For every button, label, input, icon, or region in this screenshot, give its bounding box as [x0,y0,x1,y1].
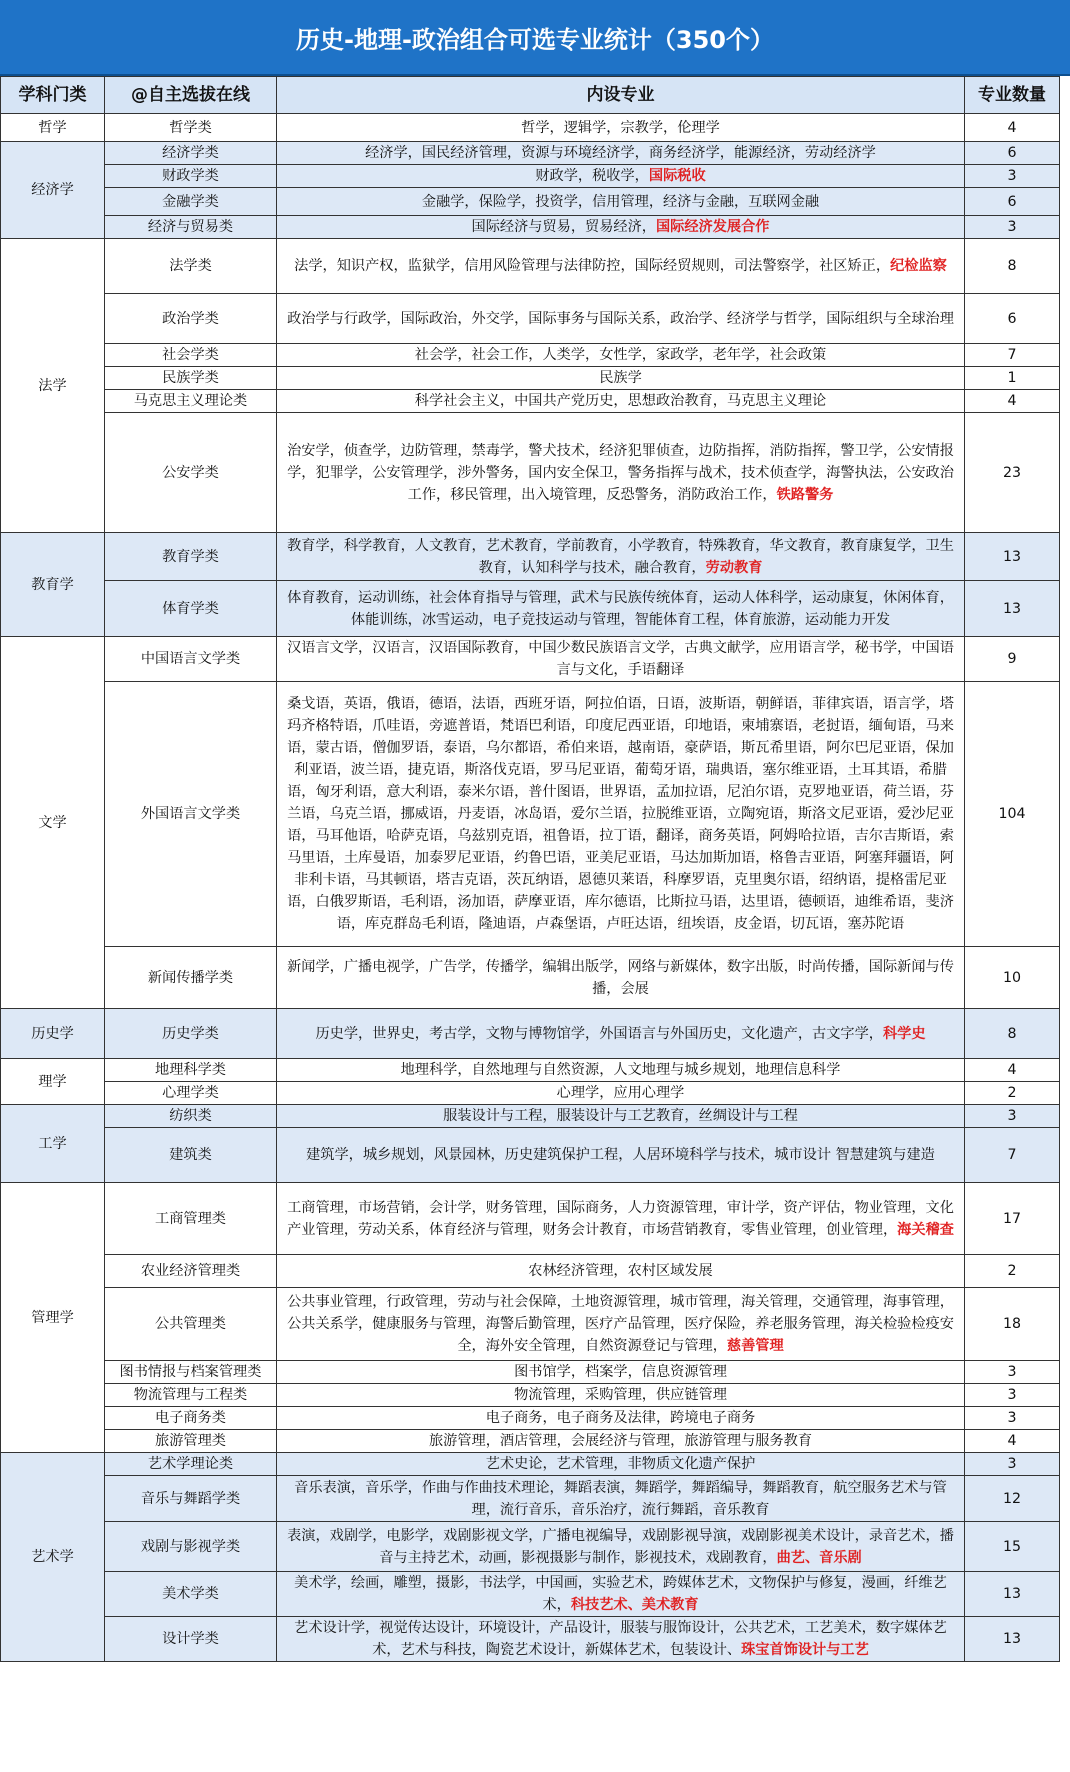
majors-cell [277,216,965,239]
table-row [1,1384,1060,1407]
majors-text: 经济学，国民经济管理，资源与环境经济学，商务经济学，能源经济，劳动经济学 [365,145,876,161]
table-row [1,1183,1060,1255]
majors-cell [277,1059,965,1082]
majors-cell [277,1617,965,1662]
subcategory-cell: 美术学类 [105,1572,277,1617]
majors-cell [277,1082,965,1105]
majors-cell [277,188,965,216]
table-row [1,294,1060,344]
category-cell: 教育学 [1,533,105,637]
page-title [0,0,1070,76]
count-cell: 8 [965,1009,1060,1059]
highlighted-major: 珠宝首饰设计与工艺 [741,1642,869,1658]
table-row [1,637,1060,682]
highlighted-major: 曲艺、音乐剧 [776,1549,862,1566]
count-cell: 1 [965,367,1060,390]
table-row [1,1288,1060,1361]
count-cell: 13 [965,581,1060,637]
header-majors: 内设专业 [277,77,965,114]
table-row [1,581,1060,637]
subcategory-cell: 公共管理类 [105,1288,277,1361]
count-cell: 4 [965,1059,1060,1082]
count-cell: 3 [965,1407,1060,1430]
majors-text: 哲学，逻辑学，宗教学，伦理学 [521,119,720,136]
subcategory-cell: 金融学类 [105,188,277,216]
table-row [1,142,1060,165]
subcategory-cell: 公安学类 [105,413,277,533]
table-row [1,344,1060,367]
majors-cell [277,1361,965,1384]
count-cell: 6 [965,188,1060,216]
subcategory-cell: 新闻传播学类 [105,947,277,1009]
majors-cell [277,947,965,1009]
majors-text: 艺术设计学，视觉传达设计，环境设计，产品设计，服装与服饰设计，公共艺术，工艺美术，数字媒体艺术，艺术与科技，陶瓷艺术设计，新媒体艺术，包装设计、 [294,1620,947,1658]
highlighted-major: 国际税收 [648,168,706,184]
subcategory-cell: 体育学类 [105,581,277,637]
subcategory-cell: 电子商务类 [105,1407,277,1430]
count-cell: 3 [965,165,1060,188]
table-row [1,1430,1060,1453]
count-cell: 4 [965,1430,1060,1453]
header-count: 专业数量 [965,77,1060,114]
highlighted-major: 科学史 [882,1025,926,1042]
subcategory-cell: 心理学类 [105,1082,277,1105]
table-row [1,413,1060,533]
majors-cell [277,367,965,390]
subcategory-cell: 农业经济管理类 [105,1255,277,1288]
table-row [1,1361,1060,1384]
majors-table [0,76,1060,1662]
highlighted-major: 慈善管理 [726,1338,784,1354]
table-row [1,1476,1060,1522]
majors-text: 国际经济与贸易，贸易经济， [471,219,656,235]
majors-text: 桑戈语，英语，俄语，德语，法语，西班牙语，阿拉伯语，日语，波斯语，朝鲜语，菲律宾语，语言学，塔玛齐格特语，爪哇语，旁遮普语，梵语巴利语，印度尼西亚语，印地语，柬埔寨语，老挝语，缅甸语，马来语，蒙古语，僧伽罗语，泰语，乌尔都语，希伯来语，越南语，豪萨语，斯瓦希里语，阿尔巴尼亚语，保加利亚语，波兰语，捷克语，斯洛伐克语，罗马尼亚语，葡萄牙语，瑞典语，塞尔维亚语，土耳其语，希腊语，匈牙利语，意大利语，泰米尔语，普什图语，世界语，孟加拉语，尼泊尔语，克罗地亚语，荷兰语，芬兰语，乌克兰语，挪威语，丹麦语，冰岛语，爱尔兰语，拉脱维亚语，立陶宛语，斯洛文尼亚语，爱沙尼亚语，马耳他语，哈萨克语，乌兹别克语，祖鲁语，拉丁语，翻译，商务英语，阿姆哈拉语，吉尔吉斯语，索马里语，土库曼语，加泰罗尼亚语，约鲁巴语，亚美尼亚语，马达加斯加语，格鲁吉亚语，阿塞拜疆语，阿非利卡语，马其顿语，塔吉克语，茨瓦纳语，恩德贝莱语，科摩罗语，克里奥尔语，绍纳语，提格雷尼亚语，白俄罗斯语，毛利语，汤加语，萨摩亚语，库尔德语，比斯拉马语，达里语，德顿语，迪维希语，斐济语，库克群岛毛利语，隆迪语，卢森堡语，卢旺达语，纽埃语，皮金语，切瓦语，塞苏陀语 [287,696,954,932]
subcategory-cell: 旅游管理类 [105,1430,277,1453]
majors-cell [277,637,965,682]
subcategory-cell: 物流管理与工程类 [105,1384,277,1407]
subcategory-cell: 纺织类 [105,1105,277,1128]
category-cell: 哲学 [1,114,105,142]
majors-text: 政治学与行政学，国际政治，外交学，国际事务与国际关系，政治学、经济学与哲学，国际组织与全球治理 [287,310,954,327]
table-row [1,188,1060,216]
majors-text: 美术学，绘画，雕塑，摄影，书法学，中国画，实验艺术，跨媒体艺术，文物保护与修复，漫画，纤维艺术， [294,1575,947,1613]
majors-text: 法学，知识产权，监狱学，信用风险管理与法律防控，国际经贸规则，司法警察学，社区矫正， [294,258,891,274]
count-cell: 6 [965,294,1060,344]
count-cell: 8 [965,239,1060,294]
page-title-text: 历史-地理-政治组合可选专业统计（350个） [295,25,775,54]
subcategory-cell: 马克思主义理论类 [105,390,277,413]
subcategory-cell: 民族学类 [105,367,277,390]
count-cell: 13 [965,533,1060,581]
category-cell: 经济学 [1,142,105,239]
category-cell: 历史学 [1,1009,105,1059]
majors-cell [277,1288,965,1361]
majors-text: 民族学 [599,370,642,386]
majors-text: 教育学，科学教育，人文教育，艺术教育，学前教育，小学教育，特殊教育，华文教育，教育康复学，卫生教育，认知科学与技术，融合教育， [287,537,954,576]
highlighted-major: 劳动教育 [705,559,763,576]
subcategory-cell: 图书情报与档案管理类 [105,1361,277,1384]
table-row [1,1407,1060,1430]
subcategory-cell: 设计学类 [105,1617,277,1662]
count-cell: 4 [965,114,1060,142]
majors-cell [277,294,965,344]
majors-cell [277,165,965,188]
table-row [1,1617,1060,1662]
majors-text: 心理学，应用心理学 [556,1085,685,1101]
table-row [1,1105,1060,1128]
table-row [1,533,1060,581]
majors-text: 图书馆学，档案学，信息资源管理 [514,1364,727,1380]
table-row [1,1009,1060,1059]
majors-cell [277,390,965,413]
highlighted-major: 海关稽查 [897,1221,954,1238]
table-row [1,1453,1060,1476]
table-row [1,367,1060,390]
highlighted-major: 国际经济发展合作 [655,219,770,235]
majors-text: 电子商务，电子商务及法律，跨境电子商务 [485,1410,756,1426]
subcategory-cell: 法学类 [105,239,277,294]
subcategory-cell: 财政学类 [105,165,277,188]
header-subcategory: @自主选拔在线 [105,77,277,114]
subcategory-cell: 历史学类 [105,1009,277,1059]
table-row [1,165,1060,188]
majors-text: 工商管理，市场营销，会计学，财务管理，国际商务，人力资源管理，审计学，资产评估，物业管理，文化产业管理，劳动关系，体育经济与管理，财务会计教育，市场营销教育，零售业管理，创业管理， [287,1199,954,1238]
category-cell: 管理学 [1,1183,105,1453]
majors-cell [277,239,965,294]
majors-cell [277,114,965,142]
table-row [1,114,1060,142]
majors-text: 新闻学，广播电视学，广告学，传播学，编辑出版学，网络与新媒体，数字出版，时尚传播，国际新闻与传播，会展 [287,958,954,997]
table-row [1,390,1060,413]
majors-cell [277,142,965,165]
majors-text: 建筑学，城乡规划，风景园林，历史建筑保护工程，人居环境科学与技术，城市设计 智慧建筑与建造 [306,1147,935,1163]
count-cell: 3 [965,1453,1060,1476]
subcategory-cell: 经济与贸易类 [105,216,277,239]
table-row [1,947,1060,1009]
majors-text: 地理科学，自然地理与自然资源，人文地理与城乡规划，地理信息科学 [400,1062,841,1078]
table-row [1,1522,1060,1572]
category-cell: 工学 [1,1105,105,1183]
subcategory-cell: 外国语言文学类 [105,682,277,947]
majors-cell [277,1009,965,1059]
table-header-row [1,77,1060,114]
majors-text: 艺术史论，艺术管理，非物质文化遗产保护 [485,1456,756,1472]
count-cell: 12 [965,1476,1060,1522]
majors-text: 汉语言文学，汉语言，汉语国际教育，中国少数民族语言文学，古典文献学，应用语言学，秘书学，中国语言与文化，手语翻译 [287,640,954,678]
majors-cell [277,1105,965,1128]
majors-text: 旅游管理，酒店管理，会展经济与管理，旅游管理与服务教育 [428,1433,813,1449]
majors-text: 治安学，侦查学，边防管理，禁毒学，警犬技术，经济犯罪侦查，边防指挥，消防指挥，警卫学，公安情报学，犯罪学，公安管理学，涉外警务，国内安全保卫，警务指挥与战术，技术侦查学，海警执法，公安政治工作，移民管理，出入境管理，反恐警务，消防政治工作， [287,442,954,503]
subcategory-cell: 经济学类 [105,142,277,165]
majors-text: 表演，戏剧学，电影学，戏剧影视文学，广播电视编导，戏剧影视导演，戏剧影视美术设计，录音艺术，播音与主持艺术，动画，影视摄影与制作，影视技术，戏剧教育， [287,1527,954,1566]
count-cell: 23 [965,413,1060,533]
count-cell: 3 [965,1361,1060,1384]
table-row [1,1255,1060,1288]
majors-cell [277,581,965,637]
majors-cell [277,682,965,947]
highlighted-major: 科技艺术、美术教育 [570,1597,699,1613]
header-category: 学科门类 [1,77,105,114]
subcategory-cell: 哲学类 [105,114,277,142]
majors-cell [277,1476,965,1522]
count-cell: 4 [965,390,1060,413]
table-row [1,1128,1060,1183]
table-row [1,1082,1060,1105]
majors-cell [277,1453,965,1476]
majors-text: 物流管理，采购管理，供应链管理 [514,1387,727,1403]
majors-text: 公共事业管理，行政管理，劳动与社会保障，土地资源管理，城市管理，海关管理，交通管理，海事管理，公共关系学，健康服务与管理，海警后勤管理，医疗产品管理，医疗保险，养老服务管理，海关检验检疫安全，海外安全管理，自然资源登记与管理， [287,1294,954,1354]
majors-cell [277,1522,965,1572]
highlighted-major: 铁路警务 [776,486,834,503]
category-cell: 文学 [1,637,105,1009]
majors-text: 金融学，保险学，投资学，信用管理，经济与金融，互联网金融 [421,193,820,210]
majors-cell [277,1384,965,1407]
subcategory-cell: 建筑类 [105,1128,277,1183]
majors-cell [277,1255,965,1288]
count-cell: 104 [965,682,1060,947]
count-cell: 9 [965,637,1060,682]
majors-cell [277,1407,965,1430]
subcategory-cell: 艺术学理论类 [105,1453,277,1476]
count-cell: 7 [965,344,1060,367]
majors-text: 科学社会主义，中国共产党历史，思想政治教育，马克思主义理论 [414,393,827,409]
count-cell: 18 [965,1288,1060,1361]
count-cell: 2 [965,1082,1060,1105]
count-cell: 3 [965,1105,1060,1128]
subcategory-cell: 工商管理类 [105,1183,277,1255]
category-cell: 理学 [1,1059,105,1105]
majors-cell [277,533,965,581]
count-cell: 7 [965,1128,1060,1183]
count-cell: 13 [965,1617,1060,1662]
subcategory-cell: 社会学类 [105,344,277,367]
subcategory-cell: 中国语言文学类 [105,637,277,682]
count-cell: 15 [965,1522,1060,1572]
majors-cell [277,1183,965,1255]
majors-cell [277,1572,965,1617]
table-row [1,216,1060,239]
majors-text: 农林经济管理，农村区域发展 [528,1263,713,1279]
count-cell: 6 [965,142,1060,165]
majors-text: 服装设计与工程，服装设计与工艺教育，丝绸设计与工程 [443,1108,798,1124]
subcategory-cell: 音乐与舞蹈学类 [105,1476,277,1522]
subcategory-cell: 政治学类 [105,294,277,344]
table-row [1,1059,1060,1082]
category-cell: 法学 [1,239,105,533]
category-cell: 艺术学 [1,1453,105,1662]
majors-text: 社会学，社会工作，人类学，女性学，家政学，老年学，社会政策 [414,347,827,363]
subcategory-cell: 教育学类 [105,533,277,581]
count-cell: 17 [965,1183,1060,1255]
table-body [1,114,1060,1662]
majors-text: 音乐表演，音乐学，作曲与作曲技术理论，舞蹈表演，舞蹈学，舞蹈编导，舞蹈教育，航空服务艺术与管理，流行音乐，音乐治疗，流行舞蹈，音乐教育 [294,1479,947,1518]
majors-text: 历史学，世界史，考古学，文物与博物馆学，外国语言与外国历史，文化遗产，古文字学， [315,1025,883,1042]
subcategory-cell: 戏剧与影视学类 [105,1522,277,1572]
majors-cell [277,344,965,367]
count-cell: 3 [965,216,1060,239]
majors-cell [277,1128,965,1183]
majors-text: 体育教育，运动训练，社会体育指导与管理，武术与民族传统体育，运动人体科学，运动康复，休闲体育，体能训练，冰雪运动，电子竞技运动与管理，智能体育工程，体育旅游，运动能力开发 [287,589,954,628]
count-cell: 13 [965,1572,1060,1617]
majors-cell [277,1430,965,1453]
majors-cell [277,413,965,533]
table-row [1,682,1060,947]
count-cell: 10 [965,947,1060,1009]
highlighted-major: 纪检监察 [890,258,947,274]
count-cell: 2 [965,1255,1060,1288]
table-row [1,1572,1060,1617]
majors-text: 财政学，税收学， [535,168,649,184]
table-row [1,239,1060,294]
subcategory-cell: 地理科学类 [105,1059,277,1082]
count-cell: 3 [965,1384,1060,1407]
